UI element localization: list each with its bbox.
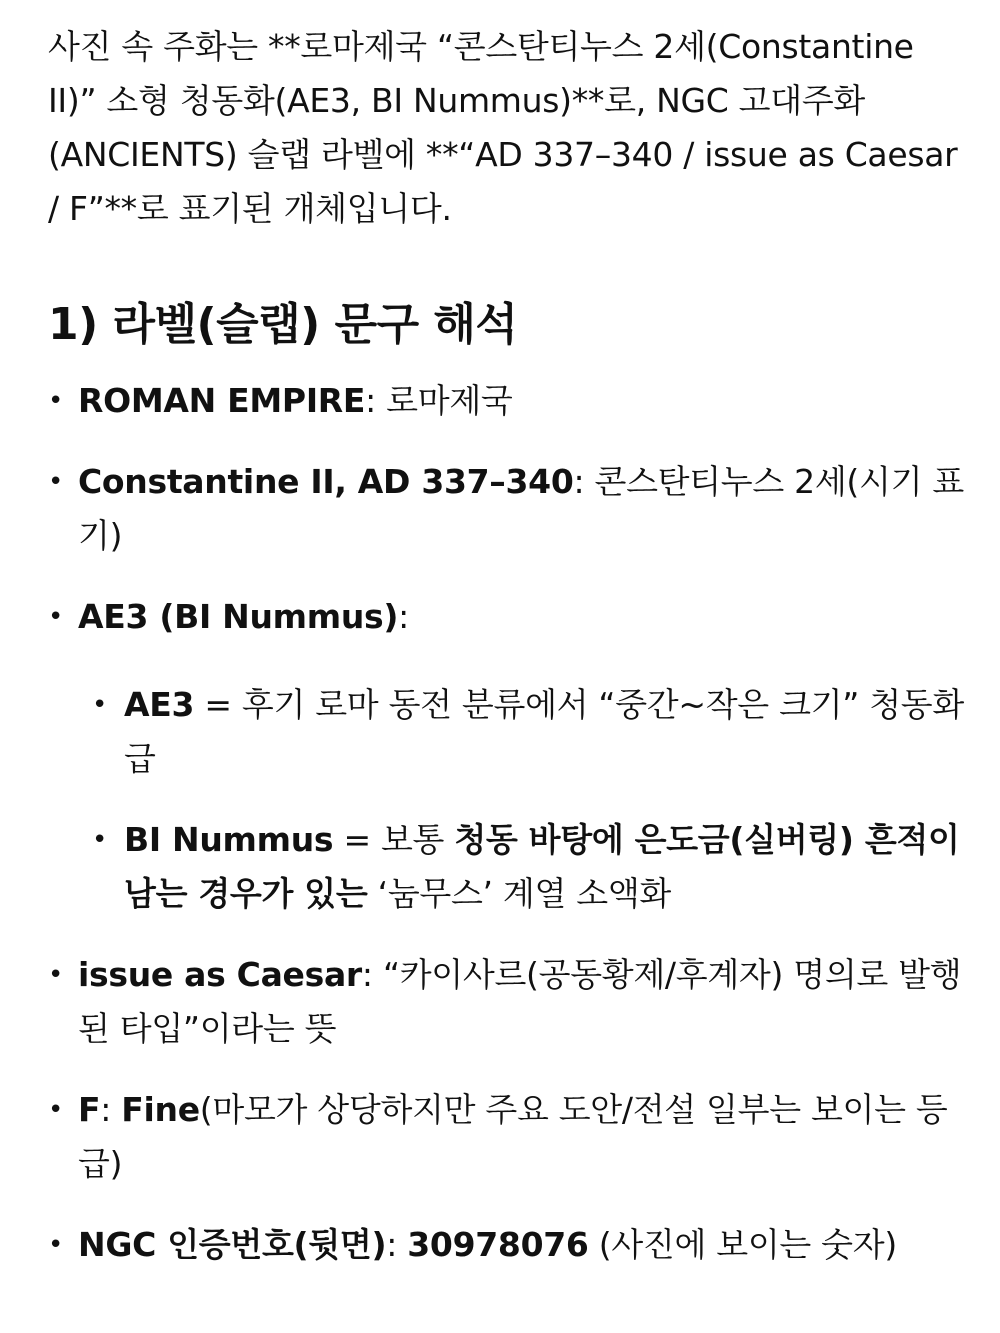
- intro-paragraph: 사진 속 주화는 **로마제국 “콘스탄티누스 2세(Constantine II)” 소형 청동화(AE3, BI Nummus)**로, NGC 고대주화(ANCIENTS) 슬랩 라벨에 **“AD 337–340 / issue as Caesar / F”**로 표기된 개체입니다.: [48, 27, 958, 228]
- item-key: issue as Caesar: [78, 955, 362, 994]
- list-item: [48, 1218, 968, 1272]
- document-page: [48, 20, 968, 1299]
- item-key: AE3 (BI Nummus): [78, 597, 399, 636]
- sub-item-text: = 보통: [333, 820, 455, 859]
- sub-list-item: [78, 678, 968, 786]
- item-text: 콘스탄티누스 2세(시기 표기): [78, 462, 964, 555]
- item-key-value: 30978076: [407, 1225, 589, 1264]
- section-heading: 1) 라벨(슬랩) 문구 해석: [48, 299, 518, 350]
- list-item: [48, 1083, 968, 1191]
- sub-item-text: ‘눔무스’ 계열 소액화: [367, 874, 672, 913]
- list-item: [48, 948, 968, 1056]
- sub-list-item: [78, 813, 968, 921]
- label-interpretation-list: [48, 374, 968, 1272]
- list-item: [48, 590, 968, 921]
- list-item: [48, 374, 968, 428]
- item-key: NGC 인증번호(뒷면): [78, 1225, 387, 1264]
- item-key-value: Fine: [121, 1090, 200, 1129]
- item-sep: :: [100, 1090, 122, 1129]
- sub-item-emphasis: 청동 바탕에 은도금(실버링) 흔적이 남는 경우가 있는: [124, 820, 960, 913]
- item-sep: :: [386, 1225, 408, 1264]
- item-text: 로마제국: [386, 381, 513, 420]
- item-sep: :: [361, 955, 383, 994]
- item-text: (마모가 상당하지만 주요 도안/전설 일부는 보이는 등급): [78, 1090, 948, 1183]
- sub-item-key: AE3: [124, 685, 195, 724]
- item-key: F: [78, 1090, 101, 1129]
- item-key: Constantine II, AD 337–340: [78, 462, 574, 501]
- item-sep: :: [398, 597, 409, 636]
- item-text: (사진에 보이는 숫자): [588, 1225, 897, 1264]
- list-item: [48, 455, 968, 563]
- item-sep: :: [365, 381, 387, 420]
- sub-item-key: BI Nummus: [124, 820, 334, 859]
- item-text: “카이사르(공동황제/후계자) 명의로 발행된 타입”이라는 뜻: [78, 955, 962, 1048]
- sub-item-text: = 후기 로마 동전 분류에서 “중간~작은 크기” 청동화 급: [124, 685, 964, 778]
- item-sep: :: [573, 462, 595, 501]
- sub-list: [78, 678, 968, 921]
- item-key: ROMAN EMPIRE: [78, 381, 366, 420]
